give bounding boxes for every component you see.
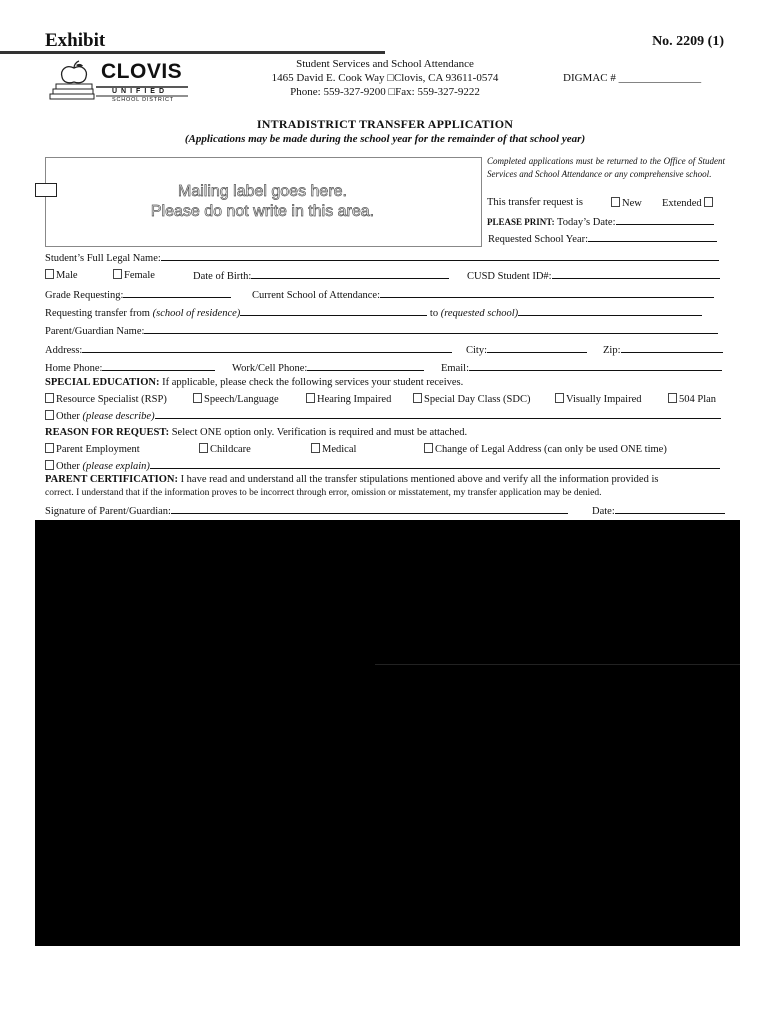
current-school-field[interactable] — [380, 288, 714, 298]
medical-option[interactable] — [311, 443, 356, 455]
hearing-option[interactable] — [306, 393, 391, 405]
speech-option[interactable] — [193, 393, 279, 405]
redacted-divider — [375, 664, 740, 665]
guardian-field[interactable] — [144, 324, 718, 334]
employment-checkbox[interactable] — [45, 443, 54, 453]
return-note: Completed applications must be returned to the Office of Student Services and School Attendance or any comprehensive school. — [487, 156, 725, 179]
special-ed-other-hint: (please describe) — [82, 411, 155, 422]
address-field[interactable] — [82, 343, 452, 353]
address-change-checkbox[interactable] — [424, 443, 433, 453]
department-phone: Phone: 559-327-9200 □Fax: 559-327-9222 — [290, 86, 480, 98]
reason-other-checkbox[interactable] — [45, 460, 54, 470]
signature-row — [45, 504, 568, 517]
home-phone-label: Home Phone: — [45, 363, 103, 374]
female-checkbox[interactable] — [113, 269, 122, 279]
mailing-label-line2: Please do not write in this area. — [150, 203, 375, 220]
reason-other-row — [45, 459, 720, 472]
special-ed-other-field[interactable] — [155, 409, 721, 419]
email-row — [441, 361, 722, 374]
special-ed-other-checkbox[interactable] — [45, 410, 54, 420]
please-print-label: PLEASE PRINT: — [487, 217, 555, 227]
school-of-residence-field[interactable] — [240, 306, 427, 316]
female-option[interactable] — [113, 269, 155, 281]
form-title: INTRADISTRICT TRANSFER APPLICATION — [256, 117, 514, 131]
employment-label: Parent Employment — [56, 444, 140, 455]
email-label: Email: — [441, 363, 469, 374]
to-label: to — [429, 308, 439, 319]
student-name-field[interactable] — [161, 251, 719, 261]
visual-checkbox[interactable] — [555, 393, 564, 403]
sdc-label: Special Day Class (SDC) — [424, 394, 531, 405]
requested-school-hint: (requested school) — [440, 308, 519, 319]
transfer-row — [45, 306, 702, 319]
male-label: Male — [56, 270, 78, 281]
logo-unified: UNIFIED — [112, 88, 168, 95]
date-field[interactable] — [615, 504, 725, 514]
new-label: New — [622, 198, 642, 209]
special-ed-other-label: Other — [56, 411, 80, 422]
medical-label: Medical — [322, 444, 357, 455]
rsp-option[interactable] — [45, 393, 167, 405]
employment-option[interactable] — [45, 443, 140, 455]
hearing-label: Hearing Impaired — [317, 394, 392, 405]
504-label: 504 Plan — [679, 394, 717, 405]
new-checkbox[interactable] — [611, 197, 620, 207]
reason-other-hint: (please explain) — [82, 461, 150, 472]
certification-heading: PARENT CERTIFICATION: — [45, 474, 178, 485]
header-rule — [0, 51, 385, 54]
todays-date-label: Today’s Date: — [557, 217, 616, 228]
signature-label: Signature of Parent/Guardian: — [45, 506, 171, 517]
city-field[interactable] — [487, 343, 587, 353]
certification-text1: I have read and understand all the transfer stipulations mentioned above and verify all the information provided is — [180, 474, 659, 485]
female-label: Female — [124, 270, 155, 281]
city-row — [466, 343, 587, 356]
redacted-area — [35, 520, 740, 946]
current-school-row — [252, 288, 714, 301]
current-school-label: Current School of Attendance: — [252, 290, 381, 301]
department-name: Student Services and School Attendance — [296, 58, 474, 70]
home-phone-field[interactable] — [102, 361, 215, 371]
extended-label: Extended — [662, 198, 702, 209]
special-ed-text: If applicable, please check the following services your student receives. — [162, 377, 464, 388]
speech-label: Speech/Language — [204, 394, 279, 405]
sdc-option[interactable] — [413, 393, 530, 405]
request-type-label: This transfer request is — [487, 197, 583, 208]
student-id-field[interactable] — [552, 269, 720, 279]
sdc-checkbox[interactable] — [413, 393, 422, 403]
work-phone-row — [232, 361, 424, 374]
childcare-checkbox[interactable] — [199, 443, 208, 453]
department-block — [240, 57, 530, 99]
requested-school-field[interactable] — [518, 306, 702, 316]
address-label: Address: — [45, 345, 83, 356]
student-name-row — [45, 251, 719, 264]
student-id-row — [467, 269, 720, 282]
childcare-option[interactable] — [199, 443, 251, 455]
zip-label: Zip: — [603, 345, 621, 356]
work-phone-field[interactable] — [307, 361, 424, 371]
grade-label: Grade Requesting: — [45, 290, 124, 301]
certification-text2: correct. I understand that if the information proves to be incorrect through error, omission or misstatement, my transfer application may be denied. — [45, 488, 602, 498]
form-subtitle: (Applications may be made during the school year for the remainder of that school year) — [184, 133, 586, 145]
document-number: No. 2209 (1) — [652, 34, 724, 49]
dob-row — [193, 269, 449, 282]
date-label: Date: — [592, 506, 615, 517]
special-ed-intro — [45, 377, 463, 388]
reason-intro — [45, 427, 467, 438]
dob-field[interactable] — [251, 269, 449, 279]
male-checkbox[interactable] — [45, 269, 54, 279]
rsp-checkbox[interactable] — [45, 393, 54, 403]
date-row — [592, 504, 725, 517]
exhibit-label: Exhibit — [45, 30, 106, 51]
address-change-option[interactable] — [424, 443, 667, 455]
guardian-row — [45, 324, 718, 337]
visual-label: Visually Impaired — [566, 394, 642, 405]
address-change-label: Change of Legal Address (can only be used ONE time) — [435, 444, 667, 455]
reason-other-label: Other — [56, 461, 80, 472]
extended-checkbox[interactable] — [704, 197, 713, 207]
zip-row — [603, 343, 723, 356]
grade-field[interactable] — [123, 288, 231, 298]
dob-label: Date of Birth: — [193, 271, 252, 282]
504-option[interactable] — [668, 393, 716, 405]
city-label: City: — [466, 345, 488, 356]
reason-text: Select ONE option only. Verification is required and must be attached. — [171, 427, 468, 438]
speech-checkbox[interactable] — [193, 393, 202, 403]
grade-row — [45, 288, 231, 301]
requested-year-label: Requested School Year: — [488, 234, 589, 245]
hearing-checkbox[interactable] — [306, 393, 315, 403]
male-option[interactable] — [45, 269, 78, 281]
certification-line1 — [45, 474, 658, 485]
logo-district: SCHOOL DISTRICT — [112, 97, 174, 103]
special-ed-other-row — [45, 409, 721, 422]
department-address: 1465 David E. Cook Way □Clovis, CA 93611-0574 — [271, 72, 499, 84]
childcare-label: Childcare — [210, 444, 251, 455]
504-checkbox[interactable] — [668, 393, 677, 403]
signature-field[interactable] — [171, 504, 568, 514]
work-phone-label: Work/Cell Phone: — [232, 363, 308, 374]
todays-date-field[interactable] — [616, 215, 714, 225]
extended-option[interactable] — [662, 197, 715, 209]
please-print-row — [487, 215, 714, 228]
guardian-label: Parent/Guardian Name: — [45, 326, 145, 337]
new-option[interactable] — [611, 197, 642, 209]
visual-option[interactable] — [555, 393, 641, 405]
student-name-label: Student’s Full Legal Name: — [45, 253, 161, 264]
home-phone-row — [45, 361, 215, 374]
email-field[interactable] — [469, 361, 722, 371]
school-of-residence-hint: (school of residence) — [152, 308, 241, 319]
rsp-label: Resource Specialist (RSP) — [56, 394, 167, 405]
corner-box — [35, 183, 57, 197]
medical-checkbox[interactable] — [311, 443, 320, 453]
reason-heading: REASON FOR REQUEST: — [45, 427, 170, 438]
address-row — [45, 343, 452, 356]
transfer-from-label: Requesting transfer from — [45, 308, 150, 319]
mailing-label-line1: Mailing label goes here. — [178, 183, 347, 200]
logo-name: CLOVIS — [101, 60, 183, 83]
requested-year-row — [488, 232, 717, 245]
reason-other-field[interactable] — [150, 459, 720, 469]
requested-year-field[interactable] — [588, 232, 717, 242]
zip-field[interactable] — [621, 343, 723, 353]
student-id-label: CUSD Student ID#: — [467, 271, 552, 282]
mailing-label-text — [45, 182, 480, 222]
digmac-field[interactable]: DIGMAC # _______________ — [563, 72, 702, 84]
special-ed-heading: SPECIAL EDUCATION: — [45, 377, 160, 388]
